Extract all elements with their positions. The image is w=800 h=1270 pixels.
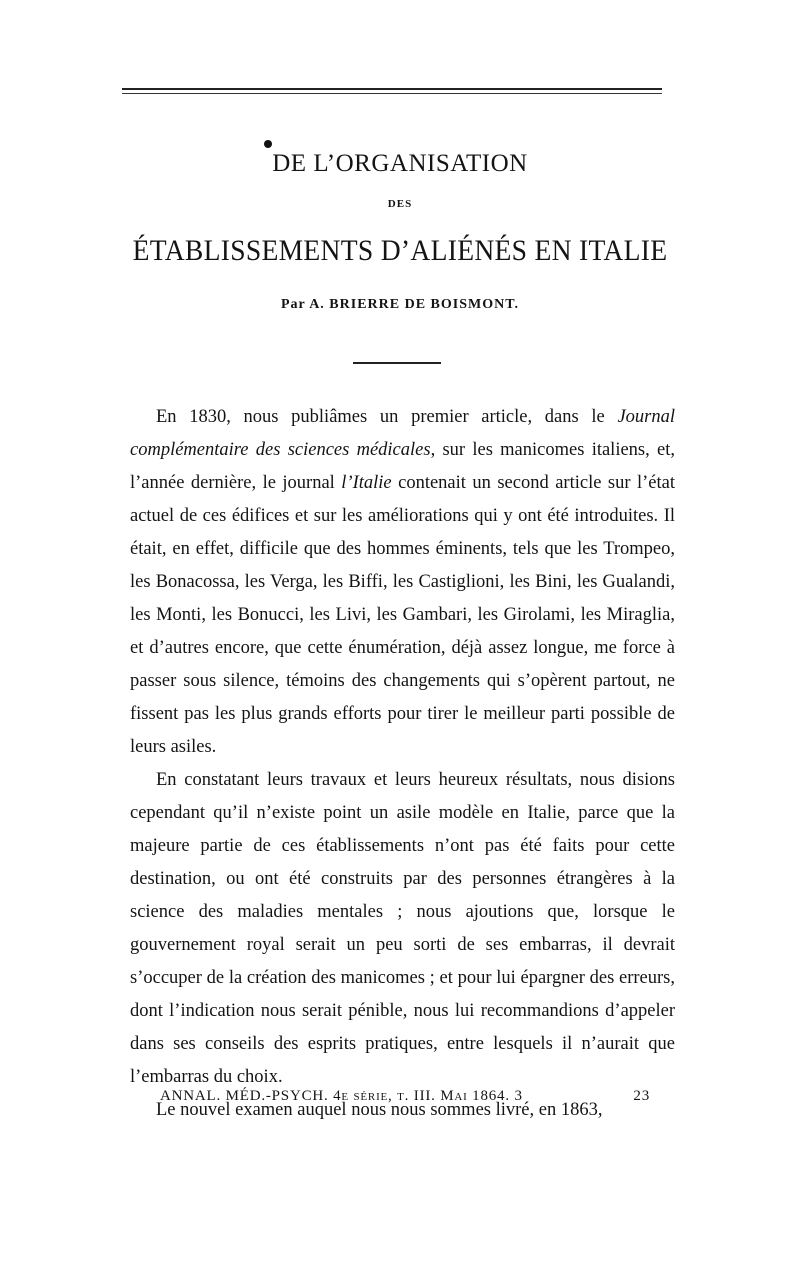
paragraph-3: Le nouvel examen auquel nous nous sommes livré, en 1863, — [156, 1100, 603, 1120]
body-text — [130, 401, 675, 1127]
paragraph-2: En constatant leurs travaux et leurs heureux résultats, nous disions cependant qu’il n’existe point un asile modèle en Italie, parce que la majeure partie de ces établissements n’ont pas été faits pour cette destination, ou ont été construits par des personnes étrangères à la science des maladies mentales ; nous ajoutions que, lorsque le gouvernement royal serait un peu sorti de ses embarras, il devrait s’occuper de la création des manicomes ; et pour lui épargner des erreurs, dont l’indication nous serait pénible, nous lui recommandions d’appeler dans ses conseils des esprits pratiques, entre lesquels il n’aurait que l’embarras du choix. — [130, 770, 675, 1087]
journal-title: Journal complémentaire des sciences médicales — [130, 407, 675, 460]
ink-dot — [264, 140, 272, 148]
page-footer — [160, 1088, 650, 1105]
title-line-2: DES — [387, 198, 413, 210]
journal-name-italie: l’Italie — [341, 473, 392, 493]
p1-text-c: contenait un second article sur l’état actuel de ces édifices et sur les améliorations qui y ont été introduites. Il était, en effet, difficile que des hommes éminents, tels que les Trompeo, les Bonacossa, les Verga, les Biffi, les Castiglioni, les Bini, les Gualandi, les Monti, les Bonucci, les Livi, les Gambari, les Girolami, les Miraglia, et d’autres encore, que cette énumération, déjà assez longue, me force à passer sous silence, témoins des changements qui s’opèrent partout, ne fissent pas les plus grands efforts pour tirer le meilleur parti possible de leurs asiles. — [130, 473, 675, 757]
top-rule-thin — [122, 93, 662, 94]
p1-text-a: En 1830, nous publiâmes un premier article, dans le — [156, 407, 618, 427]
author-line: Par A. BRIERRE DE BOISMONT. — [280, 297, 520, 312]
p1-text-b: , sur les manicomes italiens, et, l’année dernière, le journal — [130, 440, 675, 493]
page-number: 23 — [633, 1088, 650, 1104]
section-separator — [353, 362, 441, 364]
paragraph-1 — [130, 401, 675, 764]
top-rule — [122, 88, 662, 90]
footer-signature: ANNAL. MÉD.-PSYCH. 4e série, t. III. Mai 1864. 3 — [160, 1088, 523, 1104]
title-line-1: DE L’ORGANISATION — [272, 150, 528, 177]
title-line-3: ÉTABLISSEMENTS D’ALIÉNÉS EN ITALIE — [132, 234, 668, 267]
